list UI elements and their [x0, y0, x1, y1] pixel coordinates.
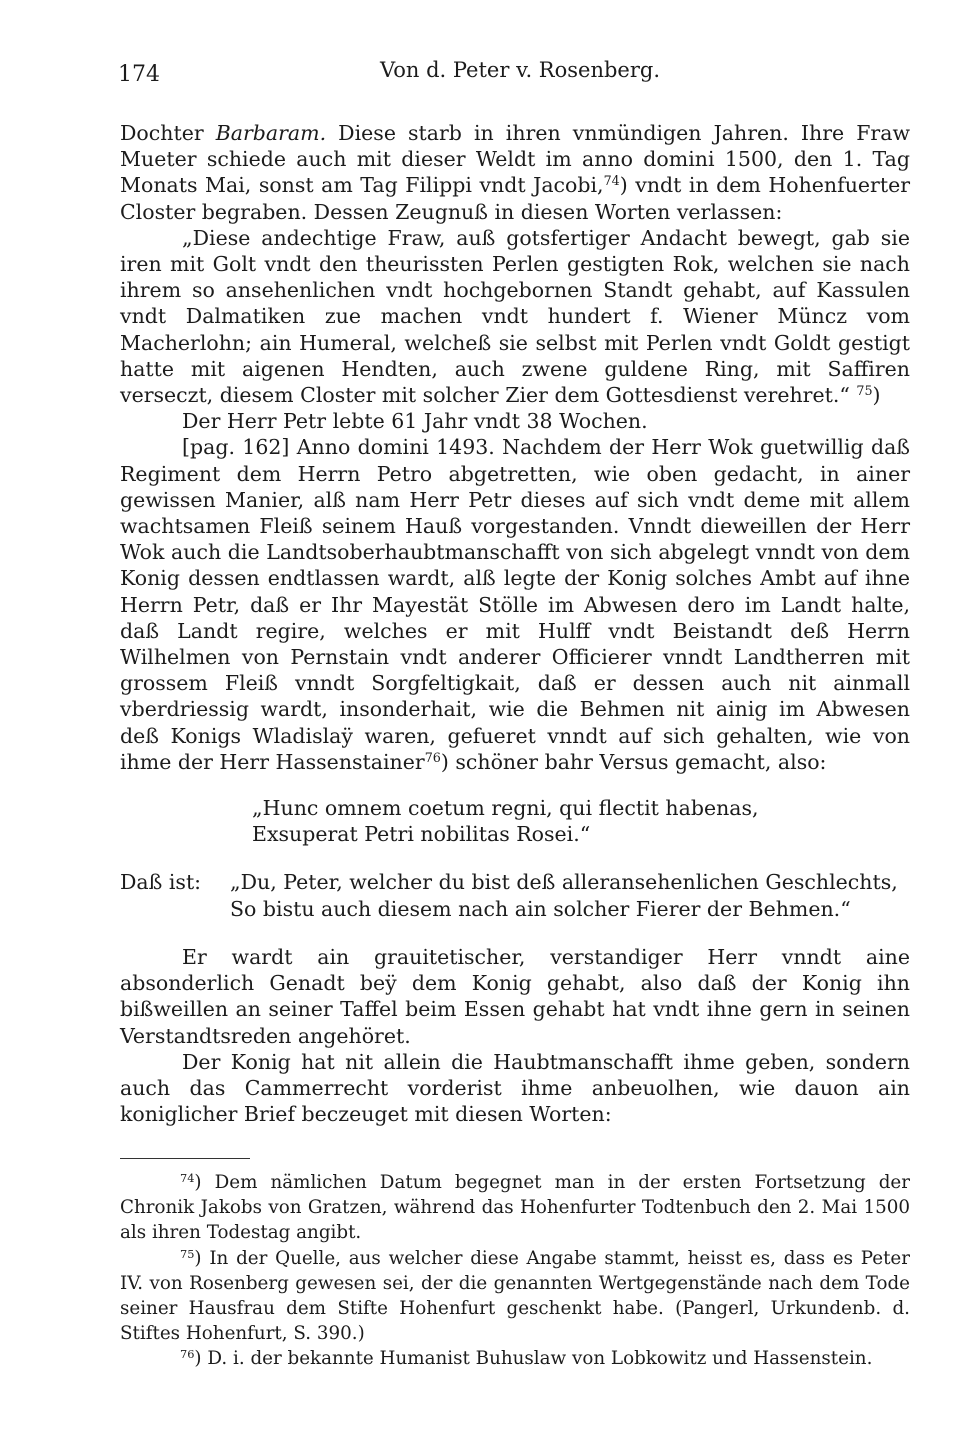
paragraph-2	[120, 225, 910, 408]
paragraph-5: Er wardt ain grauitetischer, verstandiger Herr vnndt aine absonderlich Genadt beÿ dem Konig gehabt, also daß der Konig ihn bißweillen an seiner Taffel beim Essen gehabt hat vndt ihne gern in seinen Verstandtsreden angehöret.	[120, 944, 910, 1048]
text-run: „Diese andechtige Fraw, auß gotsfertiger Andacht bewegt, gab sie iren mit Golt vndt den theurissten Perlen gestigten Rok, welchen sie nach ihrem so ansehenlichen vndt hochgebornen Standt gehabt, auf Kassulen vndt Dalmatiken zue machen vndt hundert f. Wiener Müncz vom Macherlohn; ain Humeral, welcheß sie selbst mit Perlen vndt Goldt gestigt hatte mit aigenen Hendten, auch zwene guldene Ring, mit Saffiren verseczt, diesem Closter mit solcher Zier dem Gottesdienst verehret.“	[120, 225, 910, 408]
paragraph-6: Der Konig hat nit allein die Haubtmanschafft ihme geben, sondern auch das Cammerrecht vorderist ihme anbeuolhen, wie dauon ain koniglicher Brief beczeuget mit diesen Worten:	[120, 1049, 910, 1127]
page-header	[118, 58, 908, 92]
main-text	[120, 120, 910, 1127]
paragraph-3: Der Herr Petr lebte 61 Jahr vndt 38 Wochen.	[182, 409, 648, 434]
footnote-text: ) Dem nämlichen Datum begegnet man in der ersten Fortsetzung der Chronik Jakobs von Gratzen, während das Hohenfurter Todtenbuch den 2. Mai 1500 als ihren Todestag angibt.	[120, 1172, 910, 1244]
text-run: ) schöner bahr Versus gemacht, also:	[440, 749, 827, 774]
page-number: 174	[118, 62, 160, 87]
running-title: Von d. Peter v. Rosenberg.	[380, 58, 661, 82]
translation-line-2: So bistu auch diesem nach ain solcher Fierer der Behmen.“	[230, 896, 851, 921]
footnote-mark: 76	[180, 1347, 195, 1362]
paragraph-1	[120, 120, 910, 225]
verse-translation	[120, 869, 910, 921]
text-run: Dochter	[120, 121, 216, 145]
text-run: Diese starb in ihren vnmündigen Jahren. Ihre Fraw Mueter schiede auch mit dieser Weldt im anno domini 1500, den 1. Tag Monats Mai, sonst am Tag Filippi vndt Jacobi,	[120, 121, 911, 198]
footnote-mark: 74	[180, 1170, 195, 1185]
text-run: [pag. 162] Anno domini 1493. Nachdem der Herr Wok guetwillig daß Regiment dem Herrn Petro abgetretten, wie oben gedacht, in ainer gewissen Manier, alß nam Herr Petr dieses auf sich vndt deme mit allem wachtsamen Fleiß seinem Hauß vorgestanden. Vnndt dieweillen der Herr Wok auch die Landtsoberhaubtmanschafft von sich abgelegt vnndt von dem Konig dessen endtlassen wardt, alß legte der Konig solches Ambt auf ihne Herrn Petr, daß er Ihr Mayestät Stölle im Abwesen dero im Landt halte, daß Landt regire, welches er mit Hulff vndt Beistandt deß Herrn Wilhelmen von Pernstain vndt anderer Officierer vnndt Landtherren mit grossem Fleiß vnndt Sorgfeltigkait, daß er dessen auch nit ainmall vberdriessig wardt, insonderhait, wie die Behmen nit ainig im Abwesen deß Konigs Wladislaÿ waren, gefueret vnndt auf sich gehalten, wie von ihme der Herr Hassenstainer	[120, 435, 910, 774]
footnote-ref-74: 74	[603, 173, 620, 189]
footnote-75	[120, 1246, 910, 1347]
footnote-mark: 75	[180, 1246, 195, 1261]
latin-verse	[252, 795, 910, 847]
footnote-divider	[120, 1158, 250, 1159]
text-run: ) vndt in dem Hohenfuerter Closter begraben. Dessen Zeugnuß in diesen Worten verlassen:	[120, 173, 911, 224]
verse-line-2: Exsuperat Petri nobilitas Rosei.“	[252, 822, 591, 847]
footnotes	[120, 1170, 910, 1372]
footnote-74	[120, 1170, 910, 1246]
text-run: )	[872, 383, 881, 408]
footnote-text: ) D. i. der bekannte Humanist Buhuslaw von Lobkowitz und Hassenstein.	[194, 1348, 873, 1370]
translation-lines	[230, 869, 898, 921]
italic-name: Barbaram.	[215, 121, 327, 145]
footnote-ref-76: 76	[424, 749, 441, 765]
footnote-76	[120, 1346, 910, 1371]
paragraph-4	[120, 434, 910, 775]
verse-line-1: „Hunc omnem coetum regni, qui flectit habenas,	[252, 796, 759, 821]
footnote-text: ) In der Quelle, aus welcher diese Angabe stammt, heisst es, dass es Peter IV. von Rosenberg gewesen sei, der die genannten Wertgegenstände nach dem Tode seiner Hausfrau dem Stifte Hohenfurt geschenkt habe. (Pangerl, Urkundenb. d. Stiftes Hohenfurt, S. 390.)	[120, 1247, 910, 1345]
footnote-ref-75: 75	[856, 383, 873, 399]
translation-lead: Daß ist:	[120, 870, 202, 895]
translation-line-1: „Du, Peter, welcher du bist deß alleransehenlichen Geschlechts,	[230, 870, 898, 895]
